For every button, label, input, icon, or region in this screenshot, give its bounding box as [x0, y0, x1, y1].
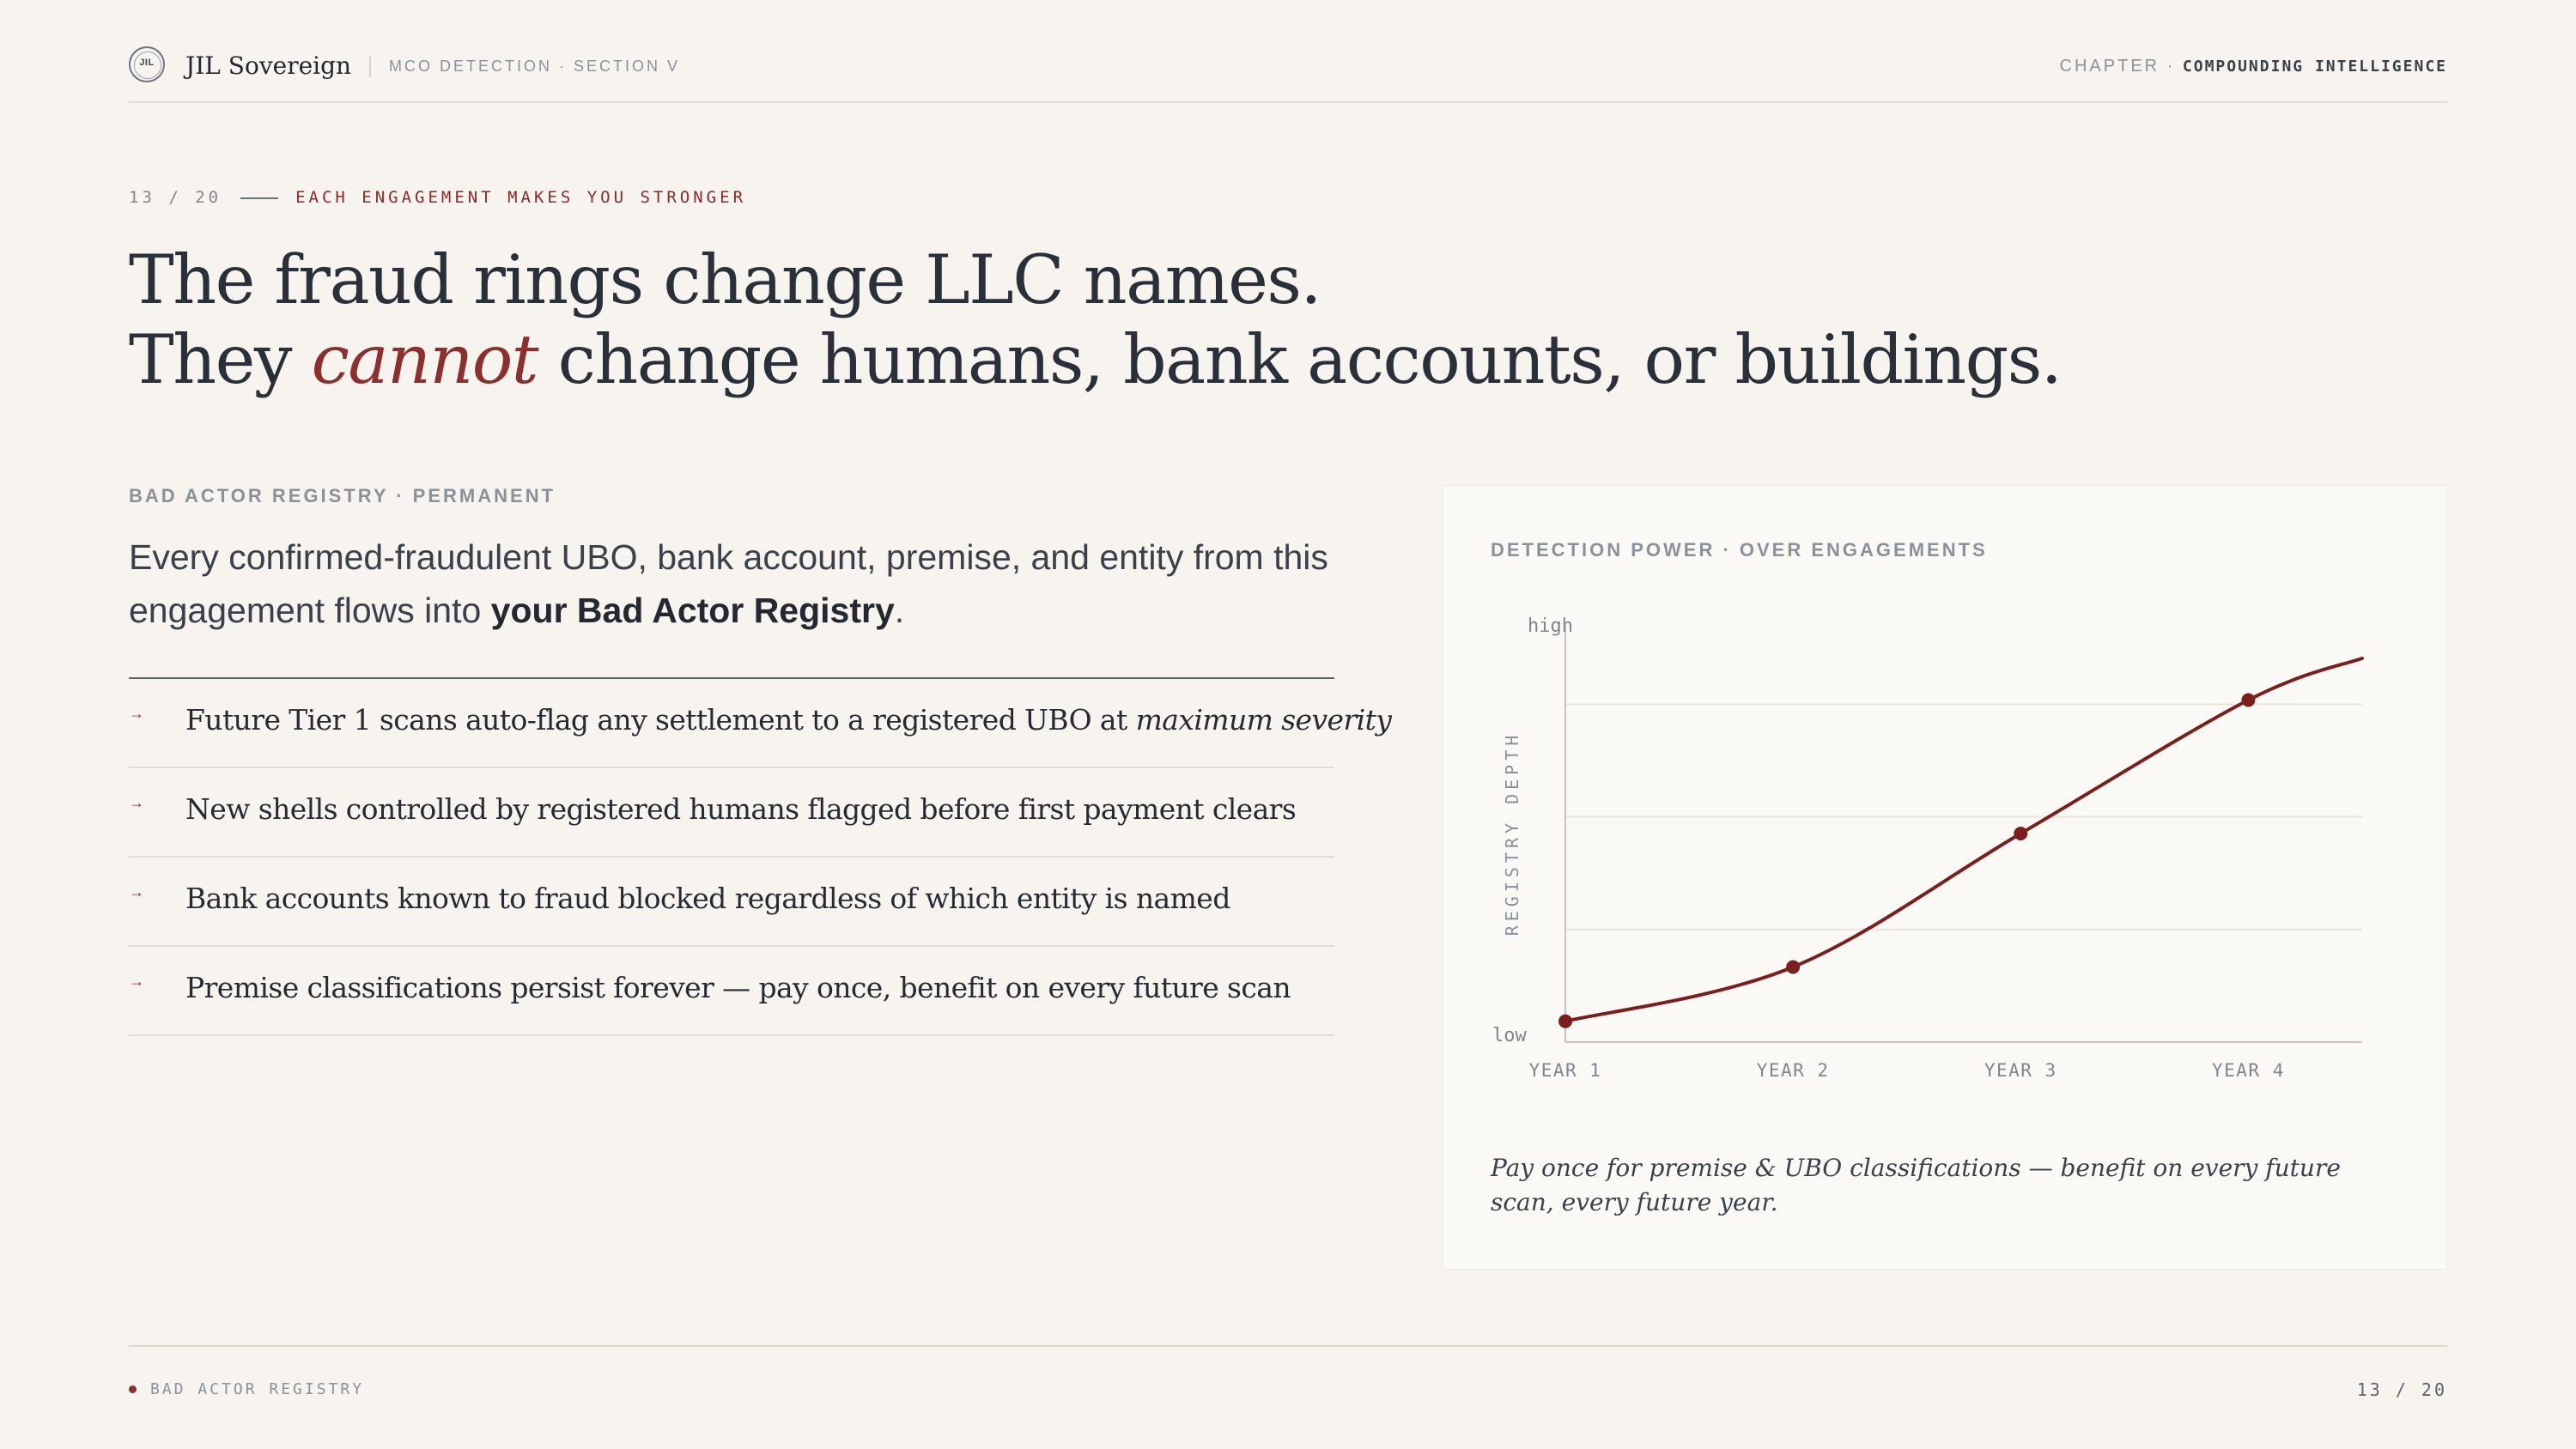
footer-rule [129, 1345, 2447, 1347]
chart-caption: Pay once for premise & UBO classifications — benefit on every future scan, every future year. [1491, 1154, 2341, 1216]
list-item [129, 679, 1392, 768]
x-tick-label: YEAR 3 [1984, 1060, 2057, 1081]
list-item-emphasis: maximum severity [1135, 703, 1392, 737]
title-line-1: The fraud rings change LLC names. [129, 240, 1321, 319]
registry-label: BAD ACTOR REGISTRY · PERMANENT [129, 485, 556, 506]
chart-card [1443, 485, 2447, 1270]
title-line-2-post: change humans, bank accounts, or buildings. [557, 320, 2062, 399]
slide-kicker [129, 188, 746, 207]
lede-bold: your Bad Actor Registry [490, 591, 895, 630]
benefit-list [129, 679, 1392, 1036]
chart-title: DETECTION POWER · OVER ENGAGEMENTS [1491, 539, 1988, 561]
title-line-2-pre: They [129, 320, 291, 399]
x-tick-label: YEAR 1 [1528, 1060, 1602, 1081]
title-emphasis: cannot [311, 320, 538, 399]
data-point [2014, 827, 2027, 840]
kicker-dash [240, 197, 278, 199]
y-axis-label: REGISTRY DEPTH [1502, 731, 1522, 937]
arrow-right-icon: → [129, 705, 144, 722]
data-point [1558, 1015, 1572, 1028]
list-item-label: Bank accounts known to fraud blocked regardless of which entity is named [185, 882, 1230, 915]
chapter-name: COMPOUNDING INTELLIGENCE [2182, 58, 2447, 76]
y-tick-label-low: low [1492, 1025, 1527, 1046]
list-item [129, 768, 1334, 858]
data-point [1786, 961, 1800, 974]
logo-mark: JIL [139, 58, 155, 68]
footer-page-number: 13 / 20 [2356, 1379, 2447, 1400]
arrow-right-icon: → [129, 883, 144, 900]
list-item-label: Future Tier 1 scans auto-flag any settlement to a registered UBO at [185, 703, 1127, 737]
list-item-label: Premise classifications persist forever — pay once, benefit on every future scan [185, 971, 1291, 1004]
y-tick-label-high: high [1528, 615, 1573, 637]
list-item [129, 858, 1334, 947]
title-line-2 [129, 320, 2190, 400]
page-title [129, 240, 2190, 400]
detection-power-chart [1443, 486, 2448, 1138]
arrow-right-icon: → [129, 973, 144, 990]
chapter-label [2060, 57, 2447, 76]
footer-section-label: BAD ACTOR REGISTRY [150, 1380, 365, 1398]
list-item-text [185, 703, 1391, 737]
x-tick-label: YEAR 4 [2211, 1060, 2285, 1081]
brand-name: JIL Sovereign [185, 52, 352, 80]
kicker-text: EACH ENGAGEMENT MAKES YOU STRONGER [295, 188, 747, 207]
lede-text: Every confirmed-fraudulent UBO, bank account, premise, and entity from this engagement flows into [129, 537, 1328, 630]
lede-period: . [894, 591, 905, 630]
data-point [2241, 693, 2255, 706]
header-divider [369, 57, 371, 77]
chapter-prefix: CHAPTER · [2059, 57, 2176, 76]
arrow-right-icon: → [129, 794, 144, 811]
footer-dot-icon [129, 1385, 137, 1393]
series-line [1565, 658, 2362, 1022]
registry-lede [129, 530, 1331, 637]
x-tick-label: YEAR 2 [1756, 1060, 1830, 1081]
kicker-page-number: 13 / 20 [129, 188, 222, 207]
list-item-label: New shells controlled by registered humans flagged before first payment clears [185, 792, 1297, 826]
section-label: MCO DETECTION · SECTION V [389, 58, 681, 75]
list-item [129, 947, 1334, 1036]
top-bar [129, 46, 2447, 103]
